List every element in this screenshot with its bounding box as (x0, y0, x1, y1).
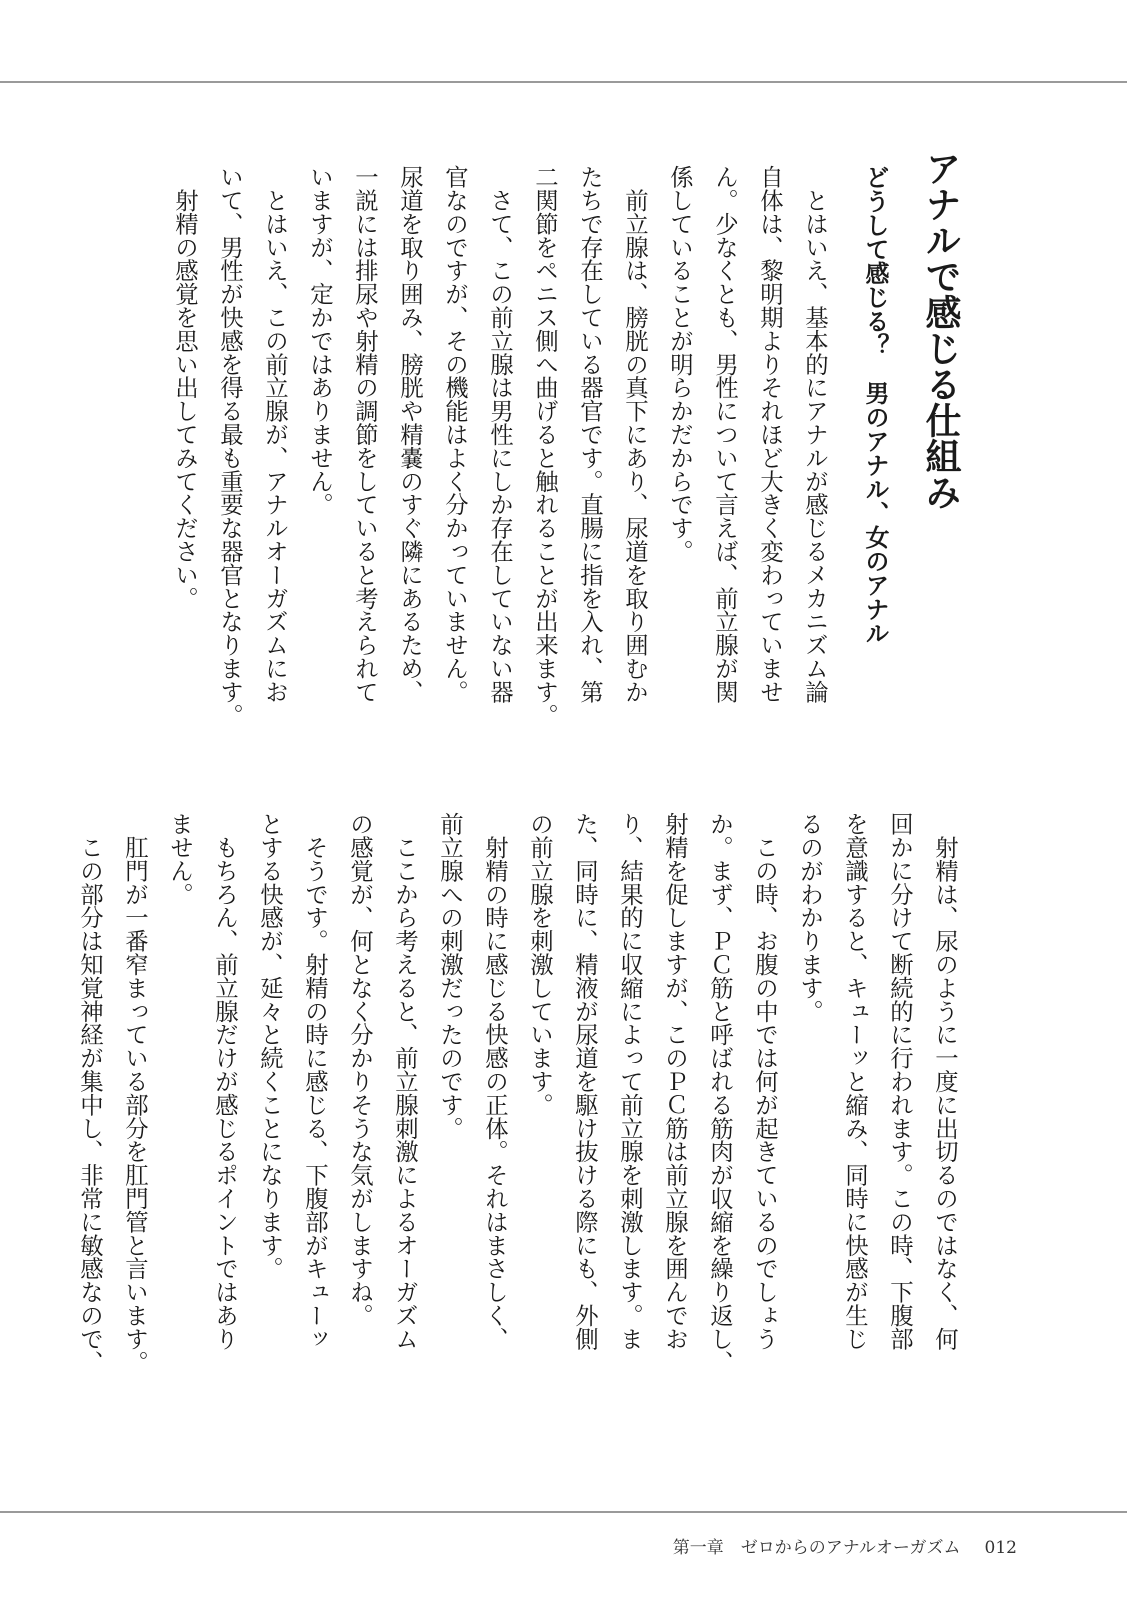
text-line: ません。 (166, 812, 194, 906)
text-line: 前立腺は、膀胱の真下にあり、尿道を取り囲むか (621, 165, 649, 704)
text-line: とはいえ、基本的にアナルが感じるメカニズム論 (801, 165, 829, 704)
text-line: 官なのですが、その機能はよく分かっていません。 (441, 165, 469, 704)
text-line: か。まず、ＰＣ筋と呼ばれる筋肉が収縮を繰り返し、 (706, 812, 734, 1374)
text-line: いて、男性が快感を得る最も重要な器官となります。 (216, 165, 244, 727)
chapter-title: 第一章 ゼロからのアナルオーガズム (672, 1538, 961, 1558)
text-line: いますが、定かではありません。 (306, 165, 334, 516)
text-line: ん。少なくとも、男性について言えば、前立腺が関 (711, 165, 739, 704)
upper-text-block (162, 165, 837, 765)
text-line: 尿道を取り囲み、膀胱や精嚢のすぐ隣にあるため、 (396, 165, 424, 704)
text-line: の感覚が、何となく分かりそうな気がしますね。 (346, 812, 374, 1327)
text-line: さて、この前立腺は男性にしか存在していない器 (486, 165, 514, 704)
page-subtitle: どうして感じる？ 男のアナル、女のアナル (861, 165, 890, 645)
text-line: とはいえ、この前立腺が、アナルオーガズムにお (261, 165, 289, 704)
text-line: たちで存在している器官です。直腸に指を入れ、第 (576, 165, 604, 704)
text-line: 一説には排尿や射精の調節をしていると考えられて (351, 165, 379, 704)
text-line: ここから考えると、前立腺刺激によるオーガズム (391, 812, 419, 1351)
text-line: の前立腺を刺激しています。 (526, 812, 554, 1117)
page-number: 012 (984, 1538, 1017, 1558)
text-line: この時、お腹の中では何が起きているのでしょう (751, 812, 779, 1351)
text-line: 射精を促しますが、このＰＣ筋は前立腺を囲んでお (661, 812, 689, 1351)
text-line: るのがわかります。 (796, 812, 824, 1023)
bottom-rule (0, 1511, 1127, 1513)
text-line: 射精の感覚を思い出してみてください。 (171, 165, 199, 610)
text-line: 回かに分けて断続的に行われます。この時、下腹部 (886, 812, 914, 1351)
text-line: もちろん、前立腺だけが感じるポイントではあり (211, 812, 239, 1351)
text-line: 係していることが明らかだからです。 (666, 165, 694, 563)
top-rule (0, 81, 1127, 83)
text-line: た、同時に、精液が尿道を駆け抜ける際にも、外側 (571, 812, 599, 1351)
text-line: 前立腺への刺激だったのです。 (436, 812, 464, 1140)
lower-text-block (67, 812, 967, 1430)
text-line: そうです。射精の時に感じる、下腹部がキューッ (301, 812, 329, 1351)
text-line: この部分は知覚神経が集中し、非常に敏感なので、 (76, 812, 104, 1374)
text-line: とする快感が、延々と続くことになります。 (256, 812, 284, 1280)
text-line: を意識すると、キューッと縮み、同時に快感が生じ (841, 812, 869, 1351)
page-title: アナルで感じる仕組み (920, 150, 962, 510)
text-line: 射精の時に感じる快感の正体。それはまさしく、 (481, 812, 509, 1351)
text-line: 自体は、黎明期よりそれほど大きく変わっていませ (756, 165, 784, 704)
text-line: 二関節をペニス側へ曲げると触れることが出来ます。 (531, 165, 559, 727)
text-line: 肛門が一番窄まっている部分を肛門管と言います。 (121, 812, 149, 1374)
text-line: 射精は、尿のように一度に出切るのではなく、何 (931, 812, 959, 1351)
text-line: り、結果的に収縮によって前立腺を刺激します。ま (616, 812, 644, 1351)
page-footer (673, 1533, 1017, 1558)
